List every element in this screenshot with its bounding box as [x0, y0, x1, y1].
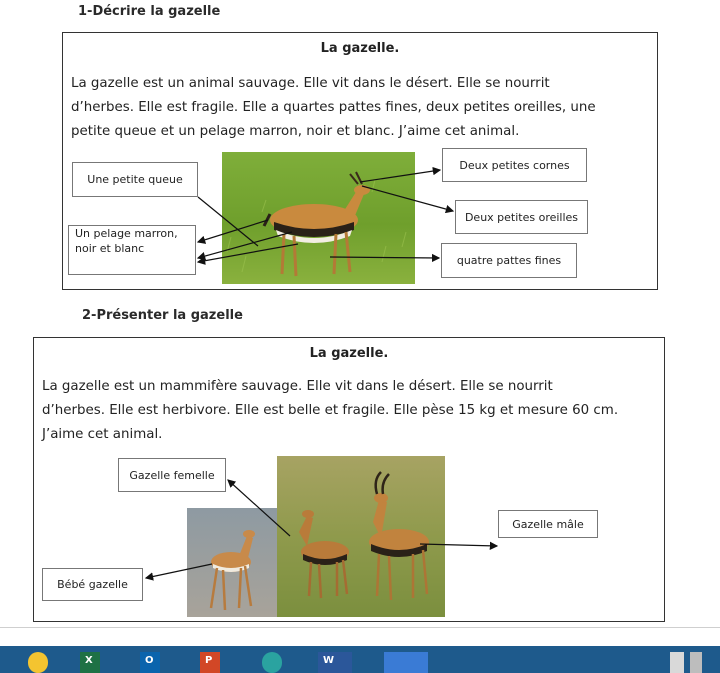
section1-paragraph	[71, 72, 651, 144]
section2-line-1: La gazelle est un mammifère sauvage. Elle vit dans le désert. Elle se nourrit	[42, 379, 553, 394]
excel-icon[interactable]	[80, 652, 100, 673]
section2-line-2: d’herbes. Elle est herbivore. Elle est belle et fragile. Elle pèse 15 kg et mesure 60 cm.	[42, 403, 619, 418]
label-legs: quatre pattes fines	[441, 243, 577, 278]
powerpoint-letter: P	[205, 655, 213, 666]
section1-heading: 1-Décrire la gazelle	[78, 4, 221, 19]
powerpoint-icon[interactable]	[200, 652, 220, 673]
edge-icon[interactable]	[262, 652, 282, 673]
section1-line-2: d’herbes. Elle est fragile. Elle a quartes pattes fines, deux petites oreilles, une	[71, 100, 596, 115]
label-horns: Deux petites cornes	[442, 148, 587, 182]
section2-title: La gazelle.	[309, 346, 389, 361]
page-separator	[0, 627, 720, 628]
section1-title: La gazelle.	[320, 41, 400, 56]
excel-letter: X	[85, 655, 93, 666]
label-ears: Deux petites oreilles	[455, 200, 588, 234]
label-female: Gazelle femelle	[118, 458, 226, 492]
section2-line-3: J’aime cet animal.	[42, 427, 163, 442]
outlook-icon[interactable]	[140, 652, 160, 673]
section1-line-1: La gazelle est un animal sauvage. Elle vit dans le désert. Elle se nourrit	[71, 76, 550, 91]
word-icon[interactable]	[318, 652, 352, 673]
taskbar	[0, 646, 720, 673]
photos-icon[interactable]	[384, 652, 428, 673]
label-tail: Une petite queue	[72, 162, 198, 197]
tray-icon-2[interactable]	[690, 652, 702, 673]
section2-heading: 2-Présenter la gazelle	[82, 308, 243, 323]
tray-icon[interactable]	[670, 652, 684, 673]
start-icon[interactable]	[28, 652, 48, 673]
label-male: Gazelle mâle	[498, 510, 598, 538]
label-coat	[68, 225, 196, 275]
label-coat-line1: Un pelage marron,	[75, 227, 178, 240]
baby-gazelle-photo	[187, 508, 277, 617]
word-letter: W	[323, 655, 335, 666]
adult-gazelles-photo	[277, 456, 445, 617]
label-coat-line2: noir et blanc	[75, 242, 145, 255]
label-baby: Bébé gazelle	[42, 568, 143, 601]
section2-paragraph	[42, 375, 662, 447]
outlook-letter: O	[145, 655, 154, 666]
gazelle-photo	[222, 152, 415, 284]
section1-line-3: petite queue et un pelage marron, noir et blanc. J’aime cet animal.	[71, 124, 520, 139]
